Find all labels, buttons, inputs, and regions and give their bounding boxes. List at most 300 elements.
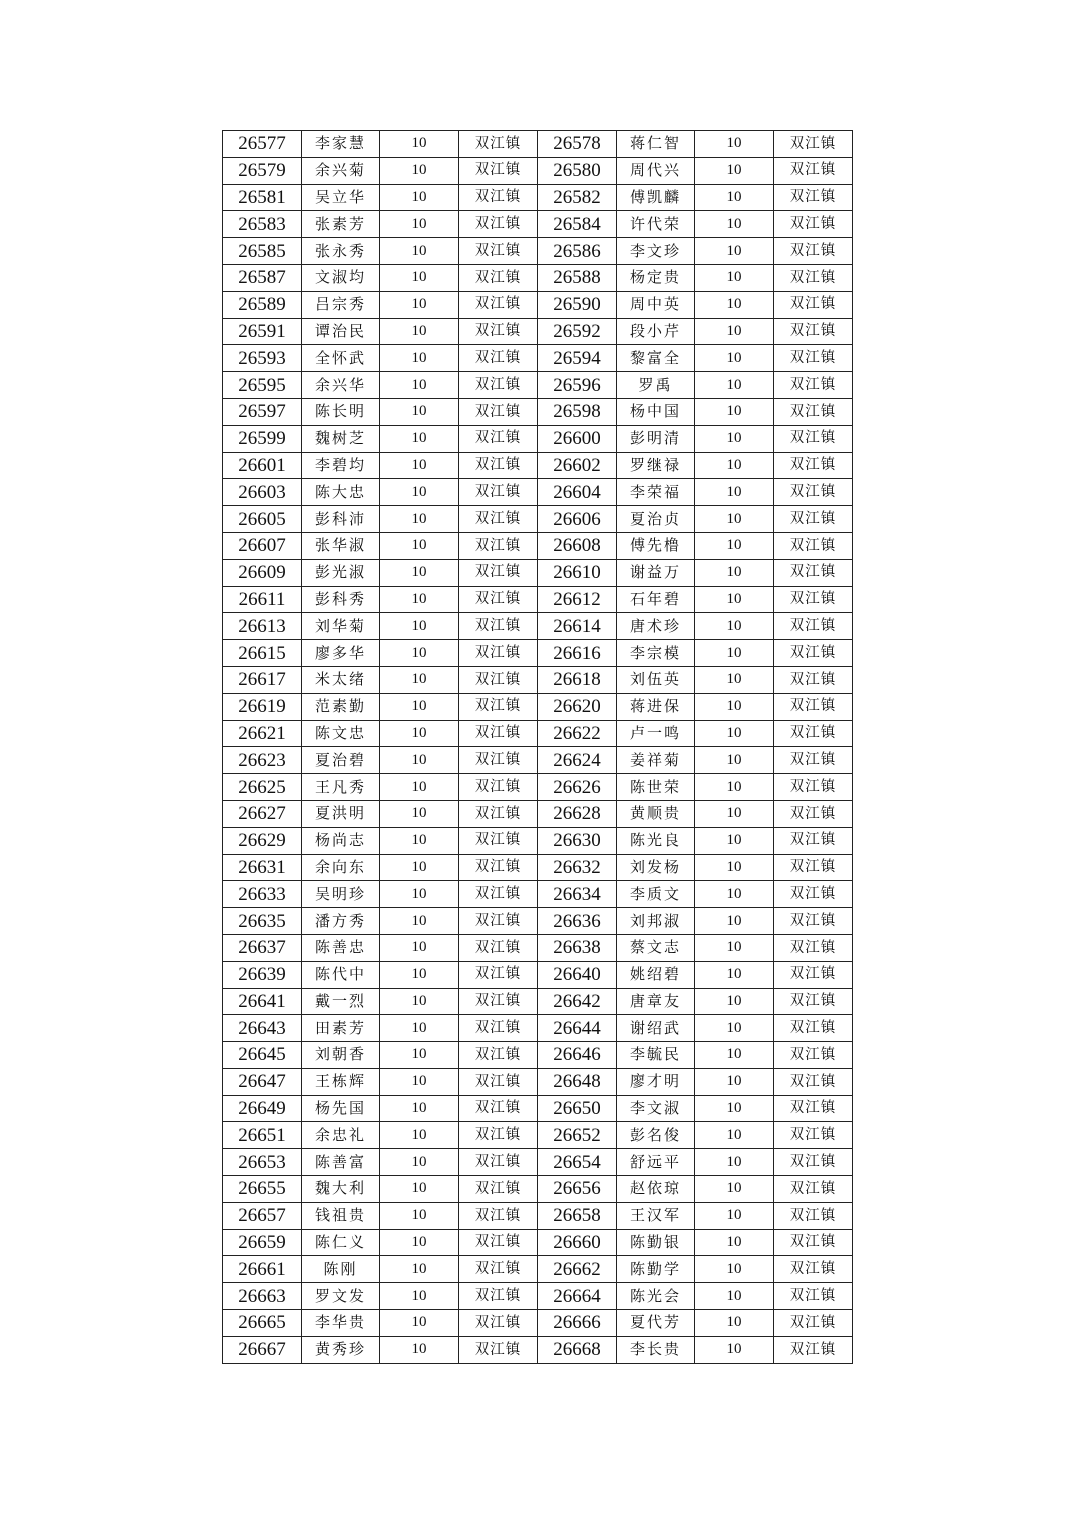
town-name-cell: 双江镇: [774, 640, 853, 667]
person-name-cell: 钱祖贵: [302, 1202, 380, 1229]
town-name-cell: 双江镇: [774, 1095, 853, 1122]
person-name-cell: 陈仁义: [302, 1229, 380, 1256]
person-name-cell: 唐章友: [617, 988, 695, 1015]
town-name-cell: 双江镇: [774, 747, 853, 774]
table-row: [223, 800, 853, 827]
amount-cell: 10: [695, 1202, 774, 1229]
town-name-cell: 双江镇: [459, 774, 538, 801]
town-name-cell: 双江镇: [774, 854, 853, 881]
town-name-cell: 双江镇: [459, 345, 538, 372]
record-id-cell: 26610: [538, 559, 617, 586]
record-id-cell: 26645: [223, 1042, 302, 1069]
person-name-cell: 潘方秀: [302, 908, 380, 935]
record-id-cell: 26607: [223, 532, 302, 559]
amount-cell: 10: [380, 318, 459, 345]
record-id-cell: 26627: [223, 800, 302, 827]
amount-cell: 10: [380, 666, 459, 693]
record-id-cell: 26659: [223, 1229, 302, 1256]
person-name-cell: 彭光淑: [302, 559, 380, 586]
person-name-cell: 廖才明: [617, 1068, 695, 1095]
town-name-cell: 双江镇: [774, 1015, 853, 1042]
person-name-cell: 范素勤: [302, 693, 380, 720]
record-id-cell: 26641: [223, 988, 302, 1015]
town-name-cell: 双江镇: [774, 506, 853, 533]
person-name-cell: 谭治民: [302, 318, 380, 345]
record-id-cell: 26594: [538, 345, 617, 372]
table-row: [223, 881, 853, 908]
record-id-cell: 26619: [223, 693, 302, 720]
record-id-cell: 26635: [223, 908, 302, 935]
amount-cell: 10: [380, 1256, 459, 1283]
record-id-cell: 26632: [538, 854, 617, 881]
town-name-cell: 双江镇: [774, 184, 853, 211]
record-id-cell: 26639: [223, 961, 302, 988]
amount-cell: 10: [380, 988, 459, 1015]
amount-cell: 10: [695, 184, 774, 211]
record-id-cell: 26608: [538, 532, 617, 559]
person-name-cell: 李长贵: [617, 1336, 695, 1363]
amount-cell: 10: [695, 1042, 774, 1069]
table-row: [223, 1176, 853, 1203]
town-name-cell: 双江镇: [459, 1283, 538, 1310]
record-id-cell: 26637: [223, 934, 302, 961]
table-row: [223, 961, 853, 988]
record-id-cell: 26660: [538, 1229, 617, 1256]
town-name-cell: 双江镇: [774, 532, 853, 559]
record-id-cell: 26646: [538, 1042, 617, 1069]
town-name-cell: 双江镇: [774, 559, 853, 586]
town-name-cell: 双江镇: [774, 1336, 853, 1363]
person-name-cell: 谢绍武: [617, 1015, 695, 1042]
town-name-cell: 双江镇: [459, 506, 538, 533]
amount-cell: 10: [695, 131, 774, 158]
town-name-cell: 双江镇: [459, 1310, 538, 1337]
person-name-cell: 余兴菊: [302, 157, 380, 184]
town-name-cell: 双江镇: [774, 372, 853, 399]
person-name-cell: 傅先橹: [617, 532, 695, 559]
person-name-cell: 魏树芝: [302, 425, 380, 452]
record-id-cell: 26580: [538, 157, 617, 184]
town-name-cell: 双江镇: [774, 961, 853, 988]
record-id-cell: 26600: [538, 425, 617, 452]
town-name-cell: 双江镇: [774, 1310, 853, 1337]
record-id-cell: 26620: [538, 693, 617, 720]
amount-cell: 10: [695, 211, 774, 238]
person-name-cell: 全怀武: [302, 345, 380, 372]
person-name-cell: 彭科沛: [302, 506, 380, 533]
person-name-cell: 黄顺贵: [617, 800, 695, 827]
town-name-cell: 双江镇: [774, 291, 853, 318]
record-id-cell: 26578: [538, 131, 617, 158]
person-name-cell: 陈善忠: [302, 934, 380, 961]
record-id-cell: 26589: [223, 291, 302, 318]
town-name-cell: 双江镇: [774, 934, 853, 961]
person-name-cell: 杨先国: [302, 1095, 380, 1122]
person-name-cell: 舒远平: [617, 1149, 695, 1176]
person-name-cell: 米太绪: [302, 666, 380, 693]
person-name-cell: 夏治碧: [302, 747, 380, 774]
amount-cell: 10: [695, 479, 774, 506]
record-id-cell: 26584: [538, 211, 617, 238]
town-name-cell: 双江镇: [459, 1015, 538, 1042]
person-name-cell: 吕宗秀: [302, 291, 380, 318]
town-name-cell: 双江镇: [774, 586, 853, 613]
amount-cell: 10: [380, 640, 459, 667]
table-row: [223, 184, 853, 211]
person-name-cell: 陈光良: [617, 827, 695, 854]
amount-cell: 10: [695, 532, 774, 559]
table-row: [223, 131, 853, 158]
record-id-cell: 26653: [223, 1149, 302, 1176]
record-id-cell: 26655: [223, 1176, 302, 1203]
town-name-cell: 双江镇: [459, 452, 538, 479]
town-name-cell: 双江镇: [459, 666, 538, 693]
person-name-cell: 刘伍英: [617, 666, 695, 693]
table-row: [223, 1336, 853, 1363]
amount-cell: 10: [695, 666, 774, 693]
person-name-cell: 蒋仁智: [617, 131, 695, 158]
person-name-cell: 罗文发: [302, 1283, 380, 1310]
record-id-cell: 26661: [223, 1256, 302, 1283]
town-name-cell: 双江镇: [774, 908, 853, 935]
town-name-cell: 双江镇: [459, 398, 538, 425]
record-id-cell: 26582: [538, 184, 617, 211]
town-name-cell: 双江镇: [774, 452, 853, 479]
table-row: [223, 1149, 853, 1176]
amount-cell: 10: [380, 881, 459, 908]
roster-body: [223, 131, 853, 1364]
table-row: [223, 291, 853, 318]
amount-cell: 10: [380, 291, 459, 318]
person-name-cell: 赵依琼: [617, 1176, 695, 1203]
town-name-cell: 双江镇: [459, 613, 538, 640]
person-name-cell: 黄秀珍: [302, 1336, 380, 1363]
town-name-cell: 双江镇: [459, 1042, 538, 1069]
amount-cell: 10: [695, 291, 774, 318]
amount-cell: 10: [695, 827, 774, 854]
amount-cell: 10: [380, 854, 459, 881]
town-name-cell: 双江镇: [459, 827, 538, 854]
town-name-cell: 双江镇: [774, 398, 853, 425]
person-name-cell: 吴立华: [302, 184, 380, 211]
person-name-cell: 李宗模: [617, 640, 695, 667]
person-name-cell: 姚绍碧: [617, 961, 695, 988]
person-name-cell: 王栋辉: [302, 1068, 380, 1095]
amount-cell: 10: [380, 1202, 459, 1229]
table-row: [223, 345, 853, 372]
record-id-cell: 26664: [538, 1283, 617, 1310]
record-id-cell: 26599: [223, 425, 302, 452]
record-id-cell: 26593: [223, 345, 302, 372]
record-id-cell: 26602: [538, 452, 617, 479]
table-row: [223, 398, 853, 425]
town-name-cell: 双江镇: [459, 800, 538, 827]
town-name-cell: 双江镇: [774, 800, 853, 827]
table-row: [223, 452, 853, 479]
person-name-cell: 刘发杨: [617, 854, 695, 881]
record-id-cell: 26606: [538, 506, 617, 533]
amount-cell: 10: [380, 398, 459, 425]
amount-cell: 10: [380, 264, 459, 291]
record-id-cell: 26657: [223, 1202, 302, 1229]
record-id-cell: 26597: [223, 398, 302, 425]
record-id-cell: 26585: [223, 238, 302, 265]
record-id-cell: 26651: [223, 1122, 302, 1149]
amount-cell: 10: [380, 559, 459, 586]
table-row: [223, 559, 853, 586]
record-id-cell: 26612: [538, 586, 617, 613]
amount-cell: 10: [380, 532, 459, 559]
person-name-cell: 刘华菊: [302, 613, 380, 640]
amount-cell: 10: [695, 1015, 774, 1042]
town-name-cell: 双江镇: [774, 1068, 853, 1095]
person-name-cell: 张华淑: [302, 532, 380, 559]
town-name-cell: 双江镇: [774, 774, 853, 801]
amount-cell: 10: [380, 720, 459, 747]
amount-cell: 10: [695, 1095, 774, 1122]
amount-cell: 10: [380, 1015, 459, 1042]
town-name-cell: 双江镇: [459, 1336, 538, 1363]
person-name-cell: 李家慧: [302, 131, 380, 158]
record-id-cell: 26577: [223, 131, 302, 158]
table-row: [223, 211, 853, 238]
person-name-cell: 李毓民: [617, 1042, 695, 1069]
record-id-cell: 26625: [223, 774, 302, 801]
amount-cell: 10: [380, 800, 459, 827]
town-name-cell: 双江镇: [459, 854, 538, 881]
person-name-cell: 廖多华: [302, 640, 380, 667]
amount-cell: 10: [380, 1149, 459, 1176]
town-name-cell: 双江镇: [774, 318, 853, 345]
amount-cell: 10: [695, 398, 774, 425]
person-name-cell: 杨尚志: [302, 827, 380, 854]
person-name-cell: 文淑均: [302, 264, 380, 291]
table-row: [223, 1256, 853, 1283]
person-name-cell: 魏大利: [302, 1176, 380, 1203]
town-name-cell: 双江镇: [774, 827, 853, 854]
record-id-cell: 26581: [223, 184, 302, 211]
amount-cell: 10: [380, 1336, 459, 1363]
person-name-cell: 陈大忠: [302, 479, 380, 506]
amount-cell: 10: [695, 747, 774, 774]
table-row: [223, 506, 853, 533]
town-name-cell: 双江镇: [459, 1122, 538, 1149]
record-id-cell: 26654: [538, 1149, 617, 1176]
person-name-cell: 陈善富: [302, 1149, 380, 1176]
record-id-cell: 26579: [223, 157, 302, 184]
town-name-cell: 双江镇: [459, 693, 538, 720]
town-name-cell: 双江镇: [774, 1256, 853, 1283]
town-name-cell: 双江镇: [774, 881, 853, 908]
record-id-cell: 26633: [223, 881, 302, 908]
table-row: [223, 586, 853, 613]
town-name-cell: 双江镇: [459, 1229, 538, 1256]
person-name-cell: 姜祥菊: [617, 747, 695, 774]
record-id-cell: 26629: [223, 827, 302, 854]
table-row: [223, 157, 853, 184]
town-name-cell: 双江镇: [774, 211, 853, 238]
person-name-cell: 石年碧: [617, 586, 695, 613]
person-name-cell: 段小芹: [617, 318, 695, 345]
amount-cell: 10: [380, 774, 459, 801]
table-row: [223, 854, 853, 881]
amount-cell: 10: [695, 988, 774, 1015]
person-name-cell: 王凡秀: [302, 774, 380, 801]
town-name-cell: 双江镇: [774, 264, 853, 291]
town-name-cell: 双江镇: [774, 345, 853, 372]
amount-cell: 10: [380, 613, 459, 640]
amount-cell: 10: [380, 1095, 459, 1122]
record-id-cell: 26648: [538, 1068, 617, 1095]
table-row: [223, 934, 853, 961]
town-name-cell: 双江镇: [459, 264, 538, 291]
person-name-cell: 蔡文志: [617, 934, 695, 961]
town-name-cell: 双江镇: [774, 720, 853, 747]
record-id-cell: 26666: [538, 1310, 617, 1337]
person-name-cell: 刘朝香: [302, 1042, 380, 1069]
record-id-cell: 26617: [223, 666, 302, 693]
amount-cell: 10: [380, 479, 459, 506]
person-name-cell: 许代荣: [617, 211, 695, 238]
table-row: [223, 1229, 853, 1256]
record-id-cell: 26665: [223, 1310, 302, 1337]
amount-cell: 10: [695, 157, 774, 184]
amount-cell: 10: [380, 131, 459, 158]
person-name-cell: 李文淑: [617, 1095, 695, 1122]
amount-cell: 10: [695, 238, 774, 265]
record-id-cell: 26587: [223, 264, 302, 291]
record-id-cell: 26583: [223, 211, 302, 238]
record-id-cell: 26628: [538, 800, 617, 827]
record-id-cell: 26623: [223, 747, 302, 774]
record-id-cell: 26638: [538, 934, 617, 961]
town-name-cell: 双江镇: [459, 1202, 538, 1229]
roster-table: [222, 130, 853, 1364]
amount-cell: 10: [380, 1122, 459, 1149]
record-id-cell: 26636: [538, 908, 617, 935]
table-row: [223, 640, 853, 667]
person-name-cell: 卢一鸣: [617, 720, 695, 747]
amount-cell: 10: [380, 1068, 459, 1095]
town-name-cell: 双江镇: [459, 184, 538, 211]
record-id-cell: 26640: [538, 961, 617, 988]
amount-cell: 10: [380, 1176, 459, 1203]
person-name-cell: 唐术珍: [617, 613, 695, 640]
town-name-cell: 双江镇: [459, 372, 538, 399]
town-name-cell: 双江镇: [459, 211, 538, 238]
record-id-cell: 26611: [223, 586, 302, 613]
record-id-cell: 26618: [538, 666, 617, 693]
town-name-cell: 双江镇: [459, 747, 538, 774]
record-id-cell: 26598: [538, 398, 617, 425]
town-name-cell: 双江镇: [459, 291, 538, 318]
town-name-cell: 双江镇: [774, 1176, 853, 1203]
record-id-cell: 26588: [538, 264, 617, 291]
town-name-cell: 双江镇: [459, 961, 538, 988]
record-id-cell: 26650: [538, 1095, 617, 1122]
table-row: [223, 693, 853, 720]
table-row: [223, 827, 853, 854]
town-name-cell: 双江镇: [459, 157, 538, 184]
table-row: [223, 425, 853, 452]
amount-cell: 10: [695, 425, 774, 452]
amount-cell: 10: [695, 1283, 774, 1310]
person-name-cell: 陈勤学: [617, 1256, 695, 1283]
record-id-cell: 26622: [538, 720, 617, 747]
town-name-cell: 双江镇: [459, 1176, 538, 1203]
town-name-cell: 双江镇: [774, 425, 853, 452]
amount-cell: 10: [695, 506, 774, 533]
person-name-cell: 黎富全: [617, 345, 695, 372]
town-name-cell: 双江镇: [774, 238, 853, 265]
person-name-cell: 李文珍: [617, 238, 695, 265]
town-name-cell: 双江镇: [774, 131, 853, 158]
record-id-cell: 26605: [223, 506, 302, 533]
table-row: [223, 238, 853, 265]
amount-cell: 10: [380, 452, 459, 479]
person-name-cell: 李碧均: [302, 452, 380, 479]
person-name-cell: 李荣福: [617, 479, 695, 506]
town-name-cell: 双江镇: [459, 1095, 538, 1122]
town-name-cell: 双江镇: [774, 1202, 853, 1229]
record-id-cell: 26616: [538, 640, 617, 667]
person-name-cell: 王汉军: [617, 1202, 695, 1229]
amount-cell: 10: [695, 586, 774, 613]
record-id-cell: 26663: [223, 1283, 302, 1310]
table-row: [223, 988, 853, 1015]
amount-cell: 10: [380, 157, 459, 184]
record-id-cell: 26630: [538, 827, 617, 854]
town-name-cell: 双江镇: [459, 559, 538, 586]
table-row: [223, 908, 853, 935]
record-id-cell: 26595: [223, 372, 302, 399]
town-name-cell: 双江镇: [774, 988, 853, 1015]
record-id-cell: 26624: [538, 747, 617, 774]
person-name-cell: 傅凯麟: [617, 184, 695, 211]
town-name-cell: 双江镇: [774, 613, 853, 640]
record-id-cell: 26603: [223, 479, 302, 506]
record-id-cell: 26601: [223, 452, 302, 479]
town-name-cell: 双江镇: [459, 908, 538, 935]
record-id-cell: 26658: [538, 1202, 617, 1229]
amount-cell: 10: [695, 854, 774, 881]
person-name-cell: 罗禹: [617, 372, 695, 399]
amount-cell: 10: [380, 372, 459, 399]
amount-cell: 10: [380, 934, 459, 961]
table-row: [223, 318, 853, 345]
record-id-cell: 26609: [223, 559, 302, 586]
person-name-cell: 陈刚: [302, 1256, 380, 1283]
record-id-cell: 26643: [223, 1015, 302, 1042]
table-row: [223, 666, 853, 693]
town-name-cell: 双江镇: [774, 479, 853, 506]
person-name-cell: 彭明清: [617, 425, 695, 452]
record-id-cell: 26662: [538, 1256, 617, 1283]
record-id-cell: 26649: [223, 1095, 302, 1122]
table-row: [223, 1095, 853, 1122]
amount-cell: 10: [695, 1256, 774, 1283]
table-row: [223, 1042, 853, 1069]
person-name-cell: 周代兴: [617, 157, 695, 184]
person-name-cell: 杨定贵: [617, 264, 695, 291]
person-name-cell: 周中英: [617, 291, 695, 318]
town-name-cell: 双江镇: [774, 1149, 853, 1176]
record-id-cell: 26590: [538, 291, 617, 318]
record-id-cell: 26656: [538, 1176, 617, 1203]
record-id-cell: 26642: [538, 988, 617, 1015]
person-name-cell: 夏代芳: [617, 1310, 695, 1337]
table-row: [223, 1122, 853, 1149]
